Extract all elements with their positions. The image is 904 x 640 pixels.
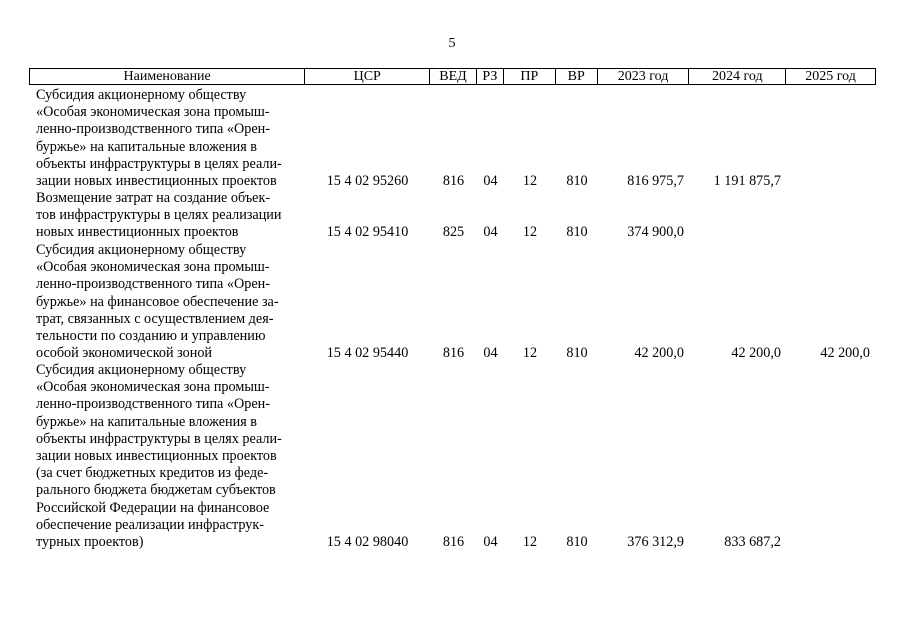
header-2025: 2025 год xyxy=(805,69,856,84)
header-name: Наименование xyxy=(30,69,305,84)
row-pr: 12 xyxy=(522,534,538,551)
row-csr: 15 4 02 95410 xyxy=(326,224,409,241)
header-ved: ВЕД xyxy=(430,69,477,84)
table-row xyxy=(29,190,876,242)
header-csr: ЦСР xyxy=(305,69,430,84)
table-row xyxy=(29,362,876,551)
row-vr: 810 xyxy=(566,345,588,362)
row-pr: 12 xyxy=(522,345,538,362)
row-2023: 42 200,0 xyxy=(634,345,684,362)
header-2024: 2024 год xyxy=(689,69,786,84)
row-pr: 12 xyxy=(522,224,538,241)
row-ved: 825 xyxy=(442,224,465,241)
row-rz: 04 xyxy=(483,173,498,190)
header-vr: ВР xyxy=(556,69,598,84)
row-name: Субсидия акционерному обществу «Особая экономическая зона промыш- ленно-производственного типа «Орен- буржье» на капитальные вложения в объекты инфраструктуры в целях реали- зации новых инвестиционных проектов xyxy=(36,87,282,190)
row-csr: 15 4 02 95440 xyxy=(326,345,409,362)
table-header xyxy=(29,68,876,85)
row-vr: 810 xyxy=(566,224,588,241)
row-rz: 04 xyxy=(483,224,498,241)
row-ved: 816 xyxy=(442,345,465,362)
row-2024: 833 687,2 xyxy=(724,534,781,551)
table-row xyxy=(29,242,876,362)
row-pr: 12 xyxy=(522,173,538,190)
row-2025: 42 200,0 xyxy=(820,345,870,362)
row-vr: 810 xyxy=(566,173,588,190)
row-vr: 810 xyxy=(566,534,588,551)
row-2023: 376 312,9 xyxy=(627,534,684,551)
row-csr: 15 4 02 98040 xyxy=(326,534,409,551)
row-2023: 816 975,7 xyxy=(627,173,684,190)
table-row xyxy=(29,87,876,190)
row-2024: 42 200,0 xyxy=(731,345,781,362)
header-2023: 2023 год xyxy=(598,69,690,84)
row-ved: 816 xyxy=(442,173,465,190)
header-rz: РЗ xyxy=(477,69,504,84)
row-2024: 1 191 875,7 xyxy=(713,173,781,190)
row-ved: 816 xyxy=(442,534,465,551)
row-csr: 15 4 02 95260 xyxy=(326,173,409,190)
row-rz: 04 xyxy=(483,534,498,551)
page-number: 5 xyxy=(448,36,456,51)
row-rz: 04 xyxy=(483,345,498,362)
header-pr: ПР xyxy=(504,69,556,84)
row-name: Субсидия акционерному обществу «Особая экономическая зона промыш- ленно-производственного типа «Орен- буржье» на капитальные вложения в объекты инфраструктуры в целях реали- зации новых инвестиционных проектов (за счет бюджетных кредитов из феде- рального бюджета бюджетам субъектов Российской Федерации на финансовое обеспечение реализации инфраструк- турных проектов) xyxy=(36,362,282,551)
row-name: Субсидия акционерному обществу «Особая экономическая зона промыш- ленно-производственного типа «Орен- буржье» на финансовое обеспечение за- трат, связанных с осуществлением дея- тельности по созданию и управлению особой экономической зоной xyxy=(36,242,279,362)
row-name: Возмещение затрат на создание объек- тов инфраструктуры в целях реализации новых инвестиционных проектов xyxy=(36,190,282,241)
row-2023: 374 900,0 xyxy=(627,224,684,241)
